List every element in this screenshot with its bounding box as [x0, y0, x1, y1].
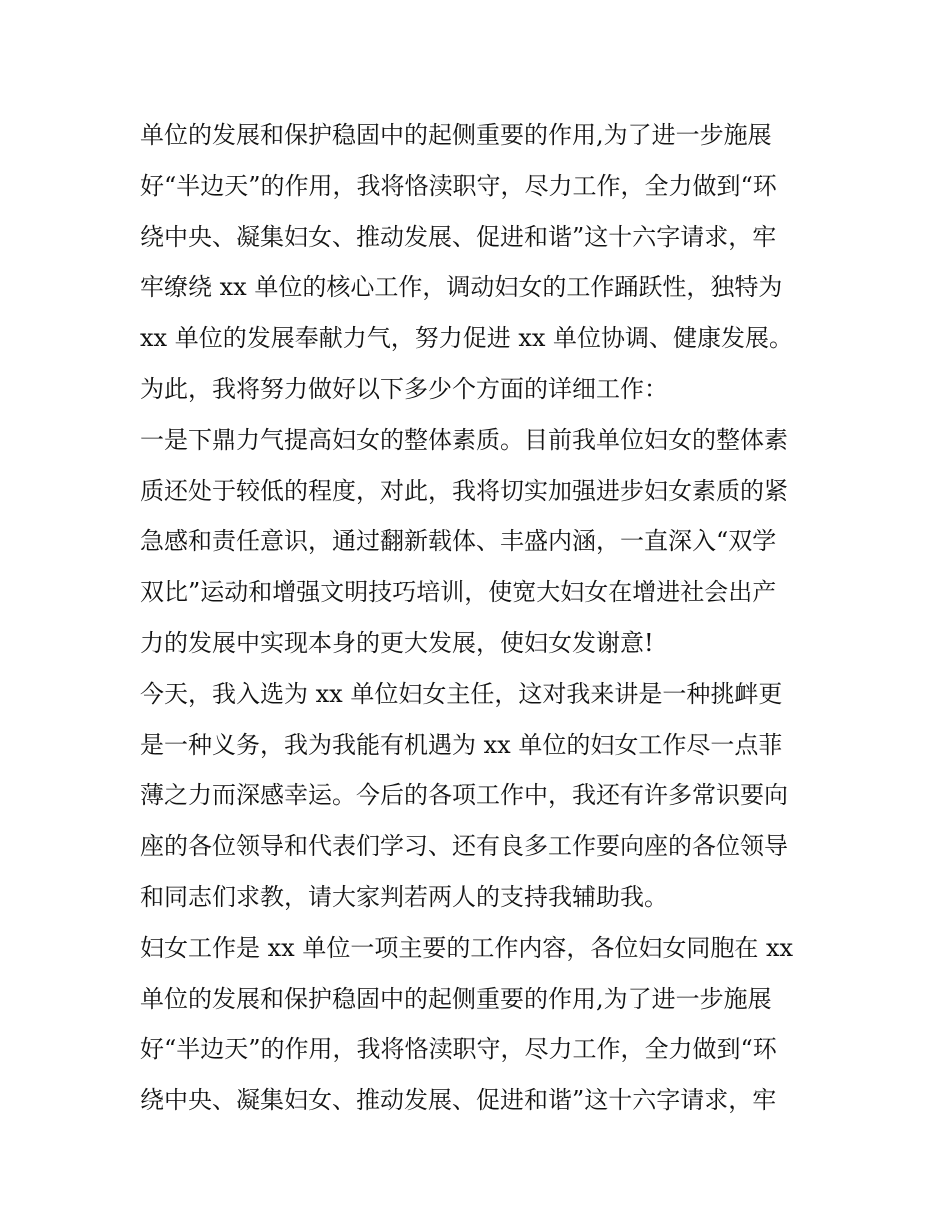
- document-body: [140, 110, 820, 1126]
- text-line: 单位的发展和保护稳固中的起侧重要的作用,为了进一步施展: [140, 121, 772, 149]
- text-line: 绕中央、凝集妇女、推动发展、促进和谐”这十六字请求，牢: [140, 1086, 777, 1115]
- text-line: 是一种义务，我为我能有机遇为 xx 单位的妇女工作尽一点菲: [140, 730, 783, 759]
- text-line: 好“半边天”的作用，我将恪渎职守，尽力工作，全力做到“环: [140, 1035, 777, 1064]
- text-line: 薄之力而深感幸运。今后的各项工作中，我还有许多常识要向: [140, 781, 788, 810]
- text-line: 质还处于较低的程度，对此，我将切实加强进步妇女素质的紧: [140, 476, 788, 505]
- text-line: 一是下鼎力气提高妇女的整体素质。目前我单位妇女的整体素: [140, 425, 788, 454]
- text-line: xx 单位的发展奉献力气，努力促进 xx 单位协调、健康发展。: [140, 324, 794, 353]
- text-line: 为此，我将努力做好以下多少个方面的详细工作：: [140, 374, 668, 403]
- text-line: 双比”运动和增强文明技巧培训，使宽大妇女在增进社会出产: [140, 578, 777, 607]
- text-line: 座的各位领导和代表们学习、还有良多工作要向座的各位领导: [140, 832, 788, 861]
- text-line: 绕中央、凝集妇女、推动发展、促进和谐”这十六字请求，牢: [140, 222, 777, 251]
- text-line: 今天，我入选为 xx 单位妇女主任，这对我来讲是一种挑衅更: [140, 679, 783, 708]
- text-line: 单位的发展和保护稳固中的起侧重要的作用,为了进一步施展: [140, 984, 772, 1013]
- text-line: 妇女工作是 xx 单位一项主要的工作内容，各位妇女同胞在 xx: [140, 933, 794, 962]
- text-line: 好“半边天”的作用，我将恪渎职守，尽力工作，全力做到“环: [140, 171, 777, 200]
- text-line: 力的发展中实现本身的更大发展，使妇女发谢意!: [140, 628, 654, 657]
- text-line: 急感和责任意识，通过翻新载体、丰盛内涵，一直深入“双学: [140, 527, 777, 556]
- text-line: 牢缭绕 xx 单位的核心工作，调动妇女的工作踊跃性，独特为: [140, 273, 783, 302]
- text-line: 和同志们求教，请大家判若两人的支持我辅助我。: [140, 882, 668, 911]
